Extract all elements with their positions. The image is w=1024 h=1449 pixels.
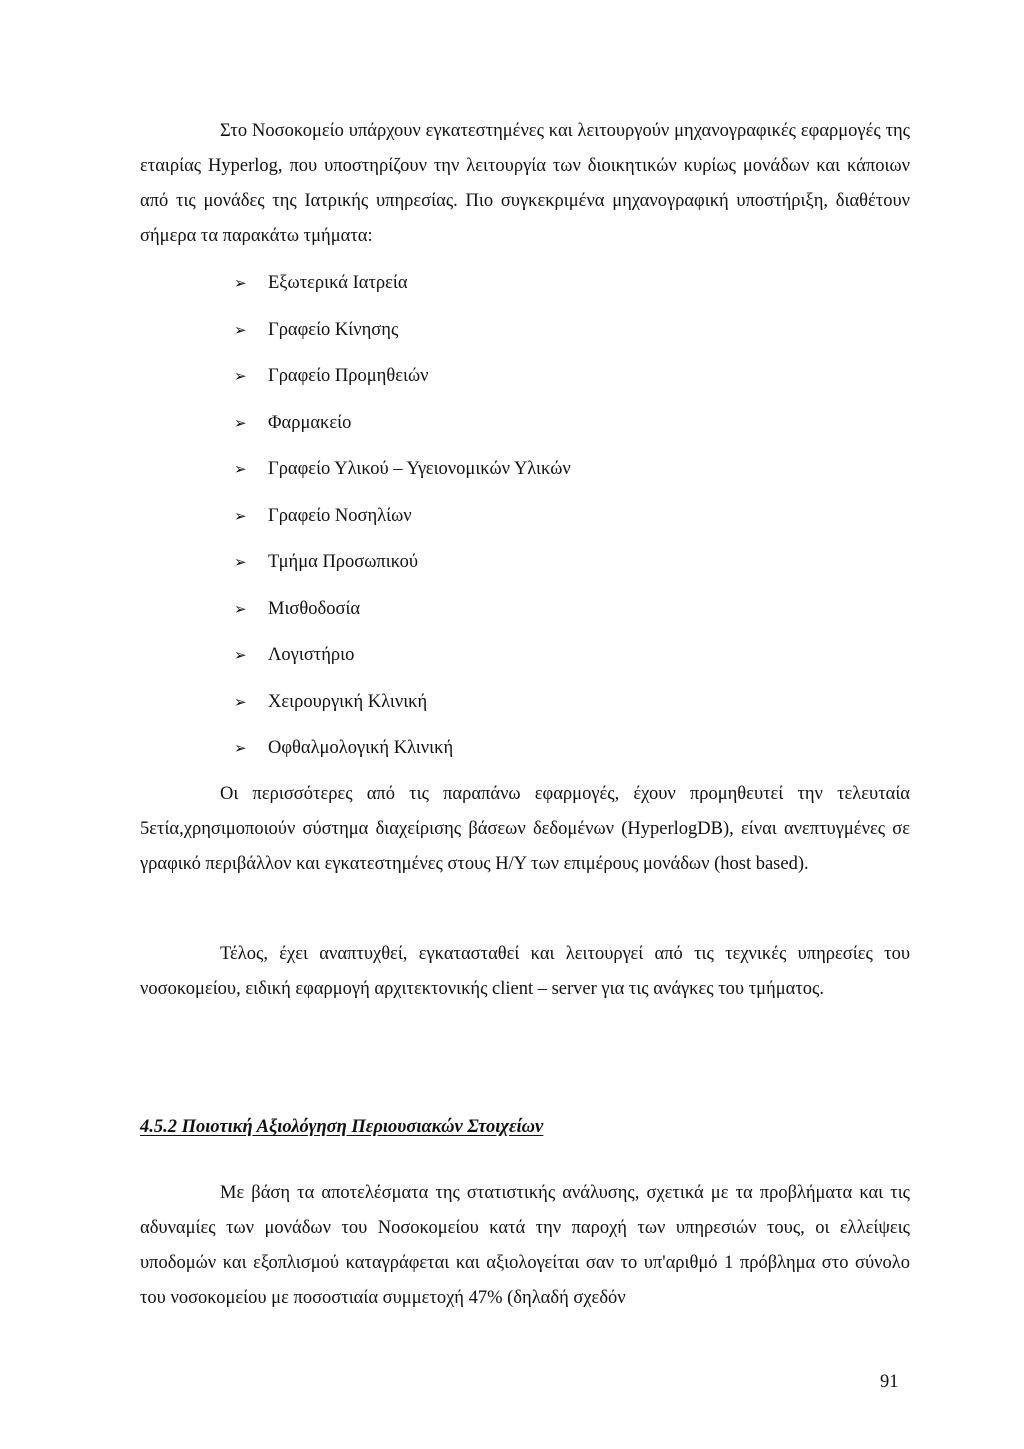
arrow-bullet-icon: ➢ — [234, 506, 247, 525]
arrow-bullet-icon: ➢ — [234, 320, 247, 339]
list-item — [234, 406, 571, 453]
list-item-label: Τμήμα Προσωπικού — [268, 552, 419, 572]
arrow-bullet-icon: ➢ — [234, 413, 247, 432]
arrow-bullet-icon: ➢ — [234, 460, 247, 478]
list-item-label: Γραφείο Υλικού – Υγειονομικών Υλικών — [268, 459, 571, 479]
list-item-label: Εξωτερικά Ιατρεία — [268, 273, 408, 293]
list-item — [234, 359, 571, 406]
assessment-paragraph: Με βάση τα αποτελέσματα της στατιστικής ανάλυσης, σχετικά με τα προβλήματα και τις αδυναμίες των μονάδων του Νοσοκομείου κατά την παροχή των υπηρεσιών τους, οι ελλείψεις υποδομών και εξοπλισμού καταγράφεται και αξιολογείται σαν το υπ'αριθμό 1 πρόβλημα στο σύνολο του νοσοκομείου με ποσοστιαία συμμετοχή 47% (δηλαδή σχεδόν — [140, 1183, 910, 1308]
list-item-label: Λογιστήριο — [268, 645, 355, 665]
applications-paragraph: Οι περισσότερες από τις παραπάνω εφαρμογές, έχουν προμηθευτεί την τελευταία 5ετία,χρησιμοποιούν σύστημα διαχείρισης βάσεων δεδομένων (HyperlogDB), είναι ανεπτυγμένες σε γραφικό περιβάλλον και εγκατεστημένες στους Η/Υ των επιμέρους μονάδων (host based). — [140, 784, 910, 874]
arrow-bullet-icon: ➢ — [234, 692, 247, 711]
page-number: 91 — [880, 1372, 899, 1392]
list-item — [234, 545, 571, 592]
arrow-bullet-icon: ➢ — [234, 274, 247, 292]
list-item-label: Οφθαλμολογική Κλινική — [268, 738, 454, 758]
section-heading: 4.5.2 Ποιοτική Αξιολόγηση Περιουσιακών Στοιχείων — [140, 1117, 544, 1137]
arrow-bullet-icon: ➢ — [234, 367, 247, 385]
list-item — [234, 313, 571, 360]
list-item-label: Μισθοδοσία — [268, 598, 361, 619]
client-server-paragraph: Τέλος, έχει αναπτυχθεί, εγκατασταθεί και λειτουργεί από τις τεχνικές υπηρεσίες του νοσοκομείου, ειδική εφαρμογή αρχιτεκτονικής client – server για τις ανάγκες του τμήματος. — [140, 944, 910, 999]
arrow-bullet-icon: ➢ — [234, 553, 247, 571]
list-item — [234, 731, 571, 778]
list-item — [234, 452, 571, 499]
list-item — [234, 592, 571, 639]
list-item — [234, 638, 571, 685]
intro-paragraph: Στο Νοσοκομείο υπάρχουν εγκατεστημένες και λειτουργούν μηχανογραφικές εφαρμογές της εταιρίας Hyperlog, που υποστηρίζουν την λειτουργία των διοικητικών κυρίως μονάδων και κάποιων από τις μονάδες της Ιατρικής υπηρεσίας. Πιο συγκεκριμένα μηχανογραφική υποστήριξη, διαθέτουν σήμερα τα παρακάτω τμήματα: — [140, 121, 910, 246]
departments-list — [234, 266, 571, 778]
arrow-bullet-icon: ➢ — [234, 646, 247, 664]
list-item-label: Γραφείο Κίνησης — [268, 319, 399, 340]
list-item-label: Φαρμακείο — [268, 412, 352, 433]
list-item-label: Χειρουργική Κλινική — [268, 691, 428, 712]
list-item — [234, 266, 571, 313]
list-item — [234, 685, 571, 732]
list-item-label: Γραφείο Προμηθειών — [268, 366, 429, 386]
arrow-bullet-icon: ➢ — [234, 599, 247, 618]
arrow-bullet-icon: ➢ — [234, 739, 247, 757]
list-item-label: Γραφείο Νοσηλίων — [268, 505, 412, 526]
list-item — [234, 499, 571, 546]
